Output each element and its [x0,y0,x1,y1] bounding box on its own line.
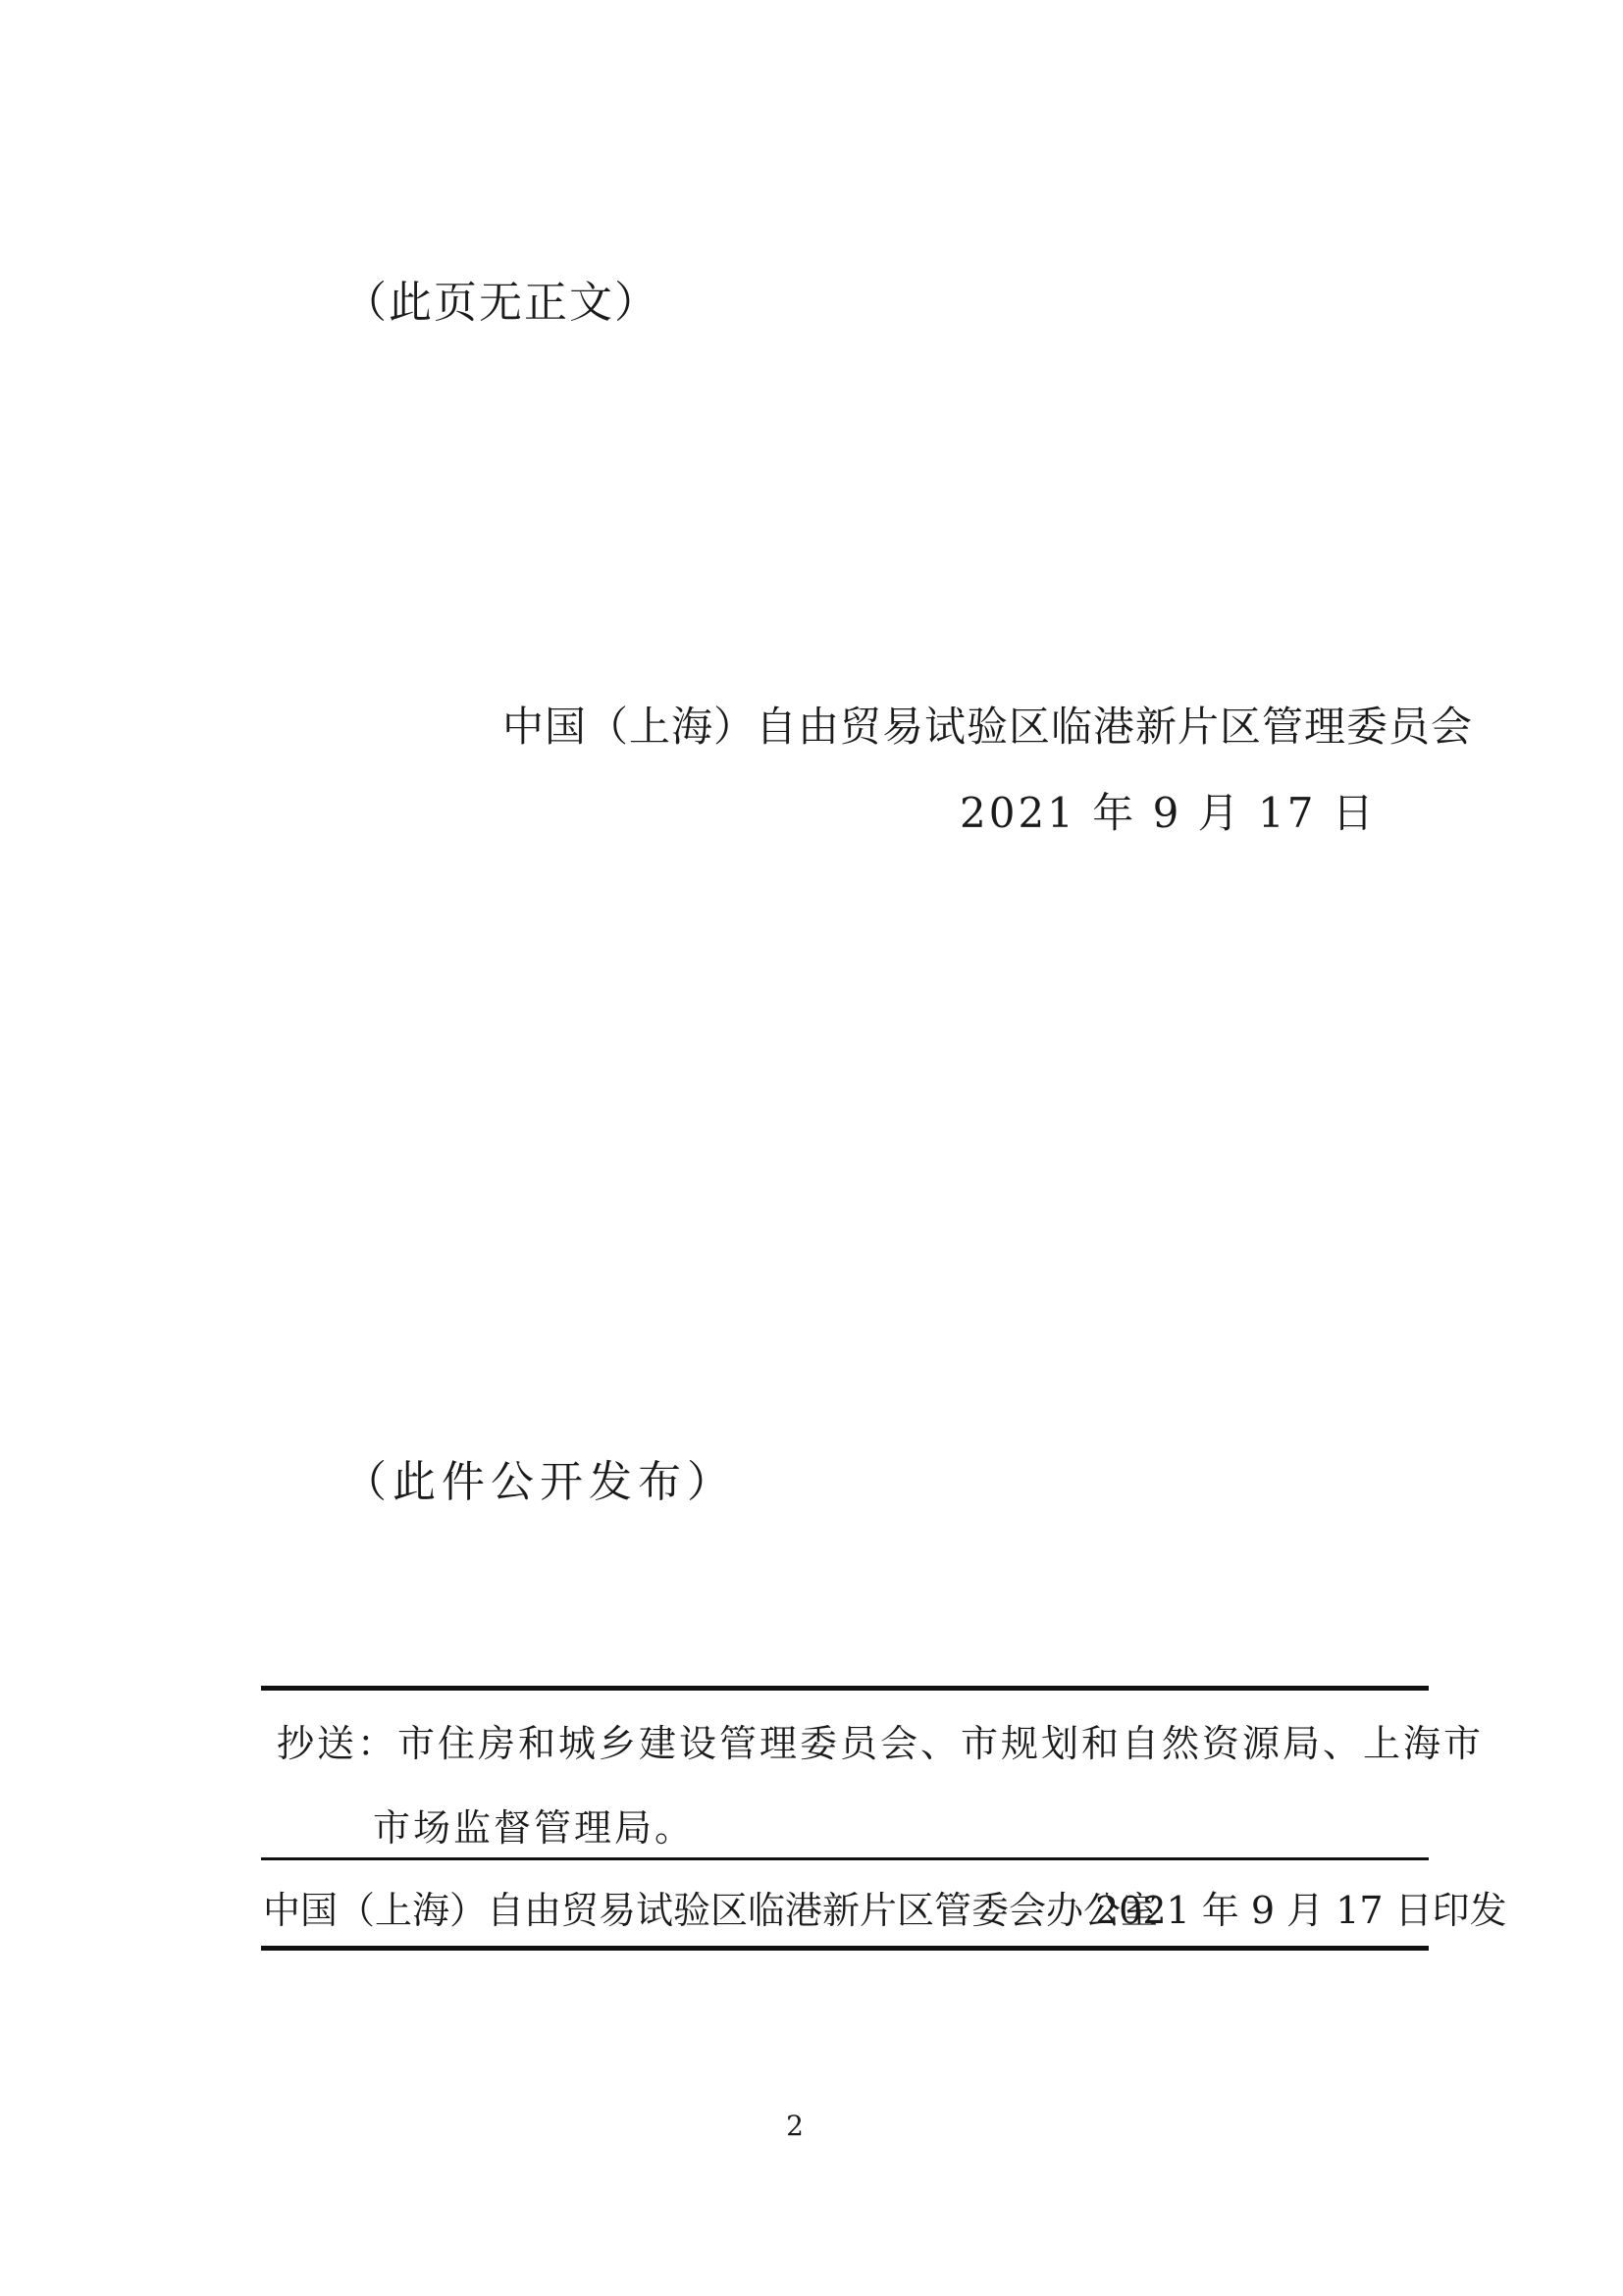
public-release-note: （此件公开发布） [343,1457,736,1507]
issuer-name: 中国（上海）自由贸易试验区临港新片区管理委员会 [502,703,1474,751]
cc-recipients-line-1: 抄送：市住房和城乡建设管理委员会、市规划和自然资源局、上海市 [277,1722,1485,1765]
cc-recipients-line-2: 市场监督管理局。 [373,1806,696,1850]
footer-top-rule [261,1686,1429,1691]
footer-bottom-rule [261,1946,1429,1951]
footer-middle-rule [261,1857,1429,1860]
printing-office: 中国（上海）自由贸易试验区临港新片区管委会办公室 [263,1889,1159,1932]
print-date: 2021 年 9 月 17 日印发 [1095,1889,1507,1932]
issue-date: 2021 年 9 月 17 日 [960,789,1377,837]
no-body-note: （此页无正文） [343,278,659,328]
page-number: 2 [786,2110,804,2142]
